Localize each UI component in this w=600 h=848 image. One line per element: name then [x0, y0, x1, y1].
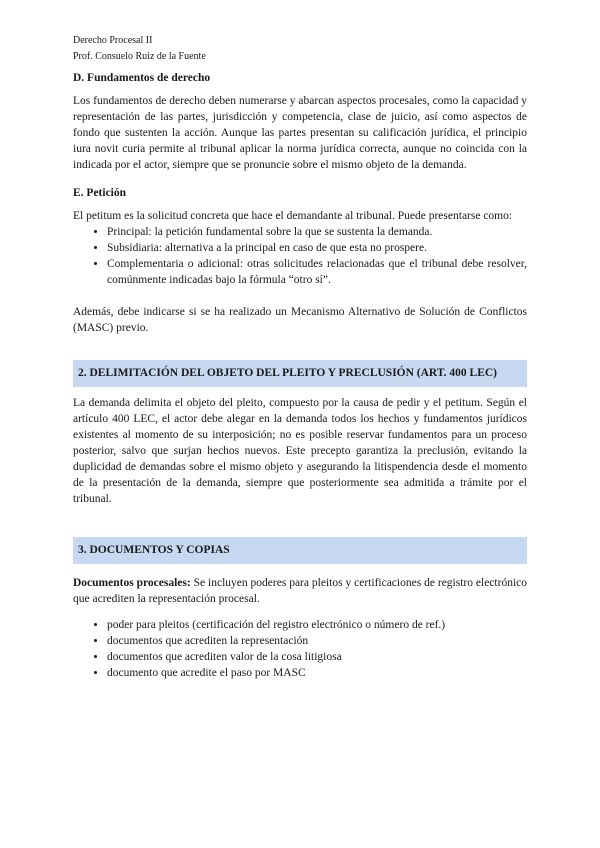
section-2-text: La demanda delimita el objeto del pleito, compuesto por la causa de pedir y el petitum. Según el artículo 400 LEC, el actor debe alegar en la demanda todos los hechos y fundamentos jurídicos existentes al momento de su interposición; no es posible reservar fundamentos para un proceso posterior, salvo que surjan hechos nuevos. Este precepto garantiza la preclusión, evitando la duplicidad de demandas sobre el mismo objeto y asegurando la litispendencia desde el momento de la presentación de la demanda, siempre que posteriormente sea admitida a trámite por el tribunal.	[73, 397, 527, 505]
page-header	[73, 33, 206, 65]
section-d-text: Los fundamentos de derecho deben numerarse y abarcan aspectos procesales, como la capacidad y representación de las partes, jurisdicción y competencia, clase de juicio, así como aspectos de fondo que sustenten la acción. Aunque las partes presentan su calificación jurídica, el principio iura novit curia permite al tribunal aplicar la norma jurídica correcta, aunque no coincida con la indicada por el actor, siempre que se pronuncie sobre el mismo objeto de la demanda.	[73, 95, 527, 171]
section-e-intro: El petitum es la solicitud concreta que hace el demandante al tribunal. Puede presentarse como:	[73, 210, 513, 222]
section-e-title: E. Petición	[73, 187, 127, 199]
section-d-title: D. Fundamentos de derecho	[73, 72, 211, 84]
list-item: • documento que acredite el paso por MASC	[107, 665, 527, 681]
course-name: Derecho Procesal II	[73, 35, 153, 46]
list-item: • Subsidiaria: alternativa a la principal en caso de que esta no prospere.	[107, 240, 527, 256]
list-item: • Complementaria o adicional: otras solicitudes relacionadas que el tribunal debe resolver, comúnmente indicadas bajo la fórmula “otro sí”.	[107, 256, 527, 288]
list-item: • documentos que acrediten valor de la cosa litigiosa	[107, 649, 527, 665]
section-3-lead	[73, 575, 527, 607]
section-2-heading: 2. DELIMITACIÓN DEL OBJETO DEL PLEITO Y PRECLUSIÓN (ART. 400 LEC)	[73, 360, 527, 387]
section-e-closing: Además, debe indicarse si se ha realizado un Mecanismo Alternativo de Solución de Conflictos (MASC) previo.	[73, 306, 527, 334]
documents-text: Se incluyen poderes para pleitos y certificaciones de registro electrónico que acrediten la representación procesal.	[73, 577, 527, 605]
list-item: • documentos que acrediten la representación	[107, 633, 527, 649]
documents-label: Documentos procesales:	[73, 577, 191, 589]
professor-name: Prof. Consuelo Ruiz de la Fuente	[73, 51, 206, 62]
section-3-heading: 3. DOCUMENTOS Y COPIAS	[73, 537, 527, 564]
document-body	[73, 70, 527, 681]
list-item: • poder para pleitos (certificación del registro electrónico o número de ref.)	[107, 617, 527, 633]
petition-types-list	[73, 224, 527, 288]
list-item: • Principal: la petición fundamental sobre la que se sustenta la demanda.	[107, 224, 527, 240]
documents-list	[73, 617, 527, 681]
